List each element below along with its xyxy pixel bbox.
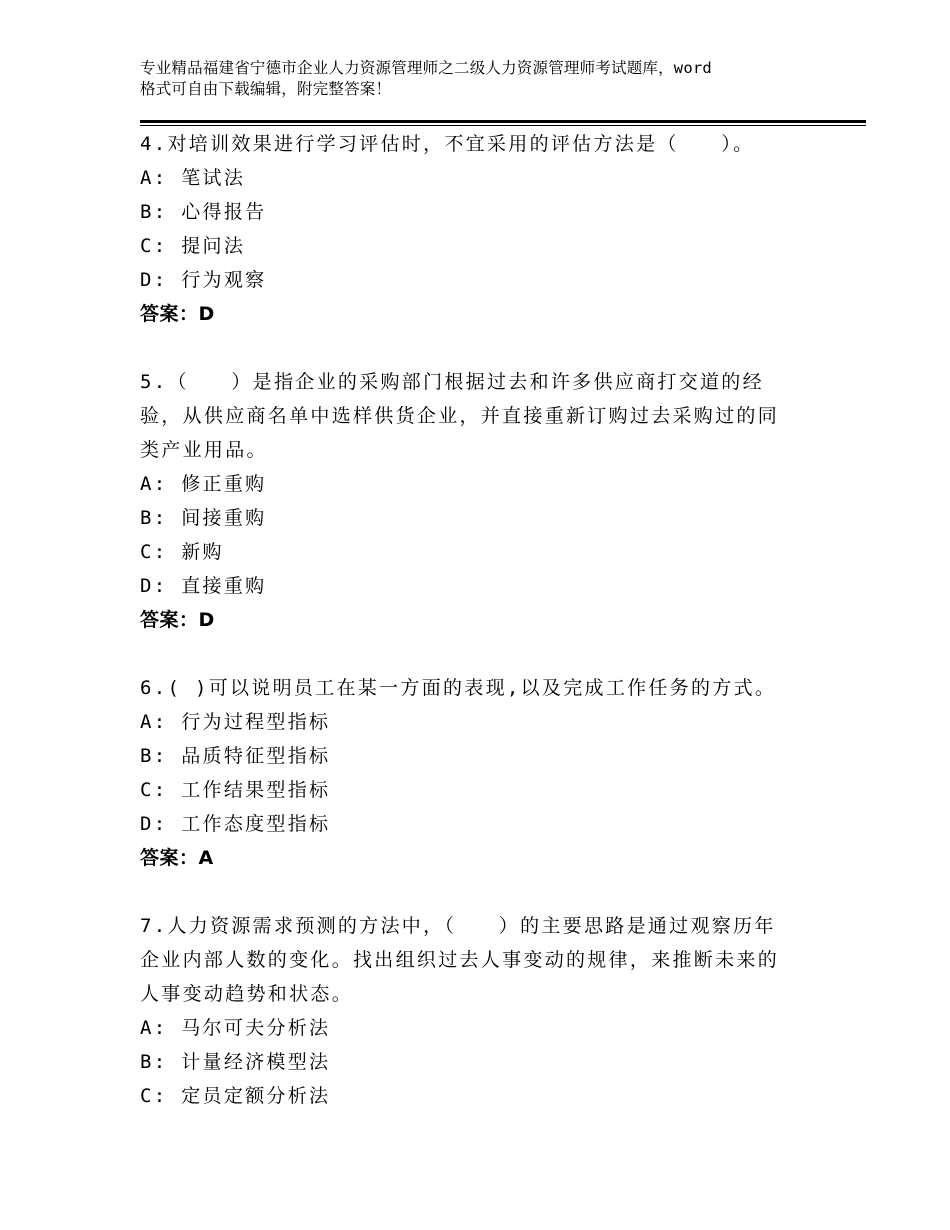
header-line-2: 格式可自由下载编辑，附完整答案！ [140, 80, 392, 98]
option-a: A: 马尔可夫分析法 [140, 1017, 331, 1039]
question-5 [140, 365, 840, 637]
option-d: D: 行为观察 [140, 269, 267, 291]
question-stem: 类产业用品。 [140, 439, 268, 461]
question-gap [140, 331, 840, 365]
question-stem: 企业内部人数的变化。找出组织过去人事变动的规律，来推断未来的 [140, 949, 780, 971]
answer-line: 答案：D [140, 609, 215, 631]
question-stem: 6.( )可以说明员工在某一方面的表现,以及完成工作任务的方式。 [140, 677, 777, 699]
option-a: A: 修正重购 [140, 473, 267, 495]
question-stem: 验，从供应商名单中选样供货企业，并直接重新订购过去采购过的同 [140, 405, 780, 427]
question-stem: 7.人力资源需求预测的方法中，（ ）的主要思路是通过观察历年 [140, 915, 776, 937]
option-b: B: 计量经济模型法 [140, 1051, 331, 1073]
option-c: C: 定员定额分析法 [140, 1085, 331, 1107]
option-a: A: 行为过程型指标 [140, 711, 331, 733]
option-d: D: 直接重购 [140, 575, 267, 597]
option-c: C: 工作结果型指标 [140, 779, 331, 801]
option-b: B: 心得报告 [140, 201, 267, 223]
question-7 [140, 909, 840, 1113]
question-list [140, 127, 840, 1113]
header-line-1: 专业精品福建省宁德市企业人力资源管理师之二级人力资源管理师考试题库，word [140, 59, 712, 77]
option-b: B: 间接重购 [140, 507, 267, 529]
document-header [140, 58, 830, 100]
option-a: A: 笔试法 [140, 167, 246, 189]
question-gap [140, 875, 840, 909]
question-stem: 人事变动趋势和状态。 [140, 983, 354, 1005]
option-c: C: 新购 [140, 541, 224, 563]
answer-line: 答案：D [140, 303, 215, 325]
header-divider-thick [140, 120, 866, 123]
option-c: C: 提问法 [140, 235, 246, 257]
question-gap [140, 637, 840, 671]
option-b: B: 品质特征型指标 [140, 745, 331, 767]
question-stem: 4.对培训效果进行学习评估时，不宜采用的评估方法是（ ）。 [140, 133, 755, 155]
question-4 [140, 127, 840, 331]
question-stem: 5.（ ）是指企业的采购部门根据过去和许多供应商打交道的经 [140, 371, 764, 393]
option-d: D: 工作态度型指标 [140, 813, 331, 835]
answer-line: 答案：A [140, 847, 214, 869]
header-divider-thin [140, 125, 866, 126]
question-6 [140, 671, 840, 875]
